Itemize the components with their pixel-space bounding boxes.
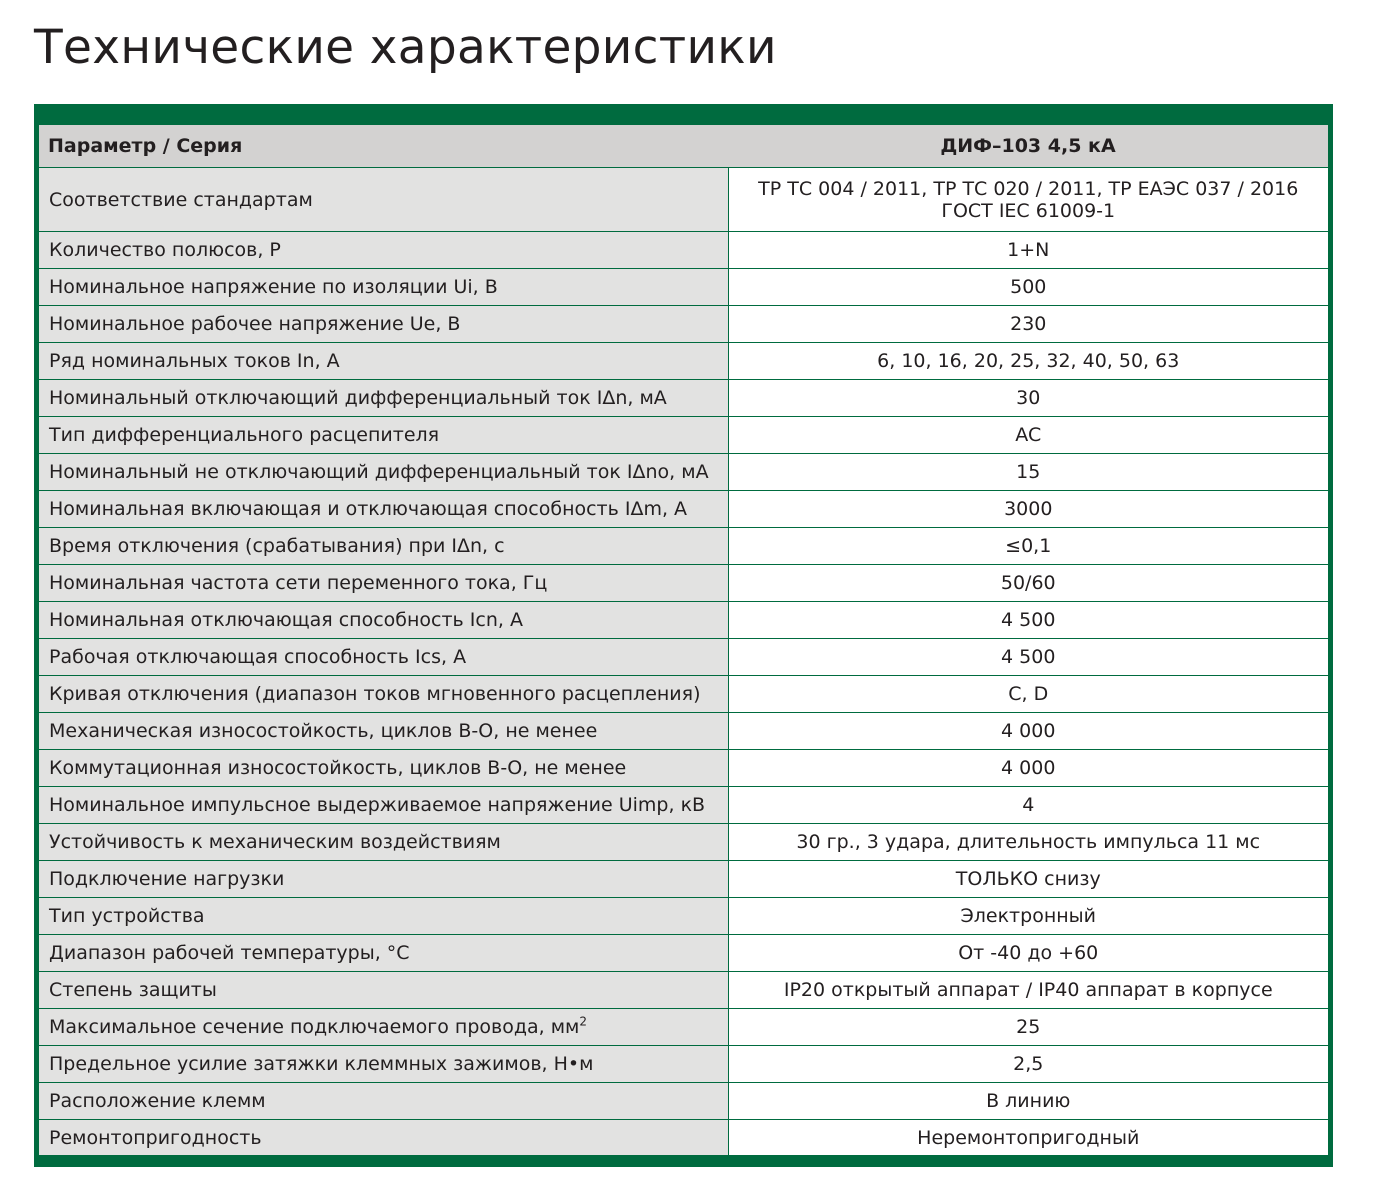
param-label: Номинальная частота сети переменного тока, Гц [39, 565, 728, 602]
table-row [39, 1120, 1328, 1156]
param-label: Номинальное рабочее напряжение Ue, В [39, 306, 728, 343]
param-value [728, 168, 1328, 232]
param-label: Количество полюсов, Р [39, 232, 728, 269]
table-row-standards [39, 168, 1328, 232]
param-value: ТОЛЬКО снизу [728, 861, 1328, 898]
param-label: Механическая износостойкость, циклов В-О, не менее [39, 713, 728, 750]
param-label: Ремонтопригодность [39, 1120, 728, 1156]
table-row [39, 602, 1328, 639]
table-row [39, 1046, 1328, 1083]
table-row [39, 343, 1328, 380]
param-label: Номинальный не отключающий дифференциальный ток IΔno, мА [39, 454, 728, 491]
param-value: 230 [728, 306, 1328, 343]
param-label: Диапазон рабочей температуры, °С [39, 935, 728, 972]
param-label [39, 1009, 728, 1046]
table-row [39, 750, 1328, 787]
wire-label-text: Максимальное сечение подключаемого провода, мм [49, 1016, 580, 1038]
table-row [39, 528, 1328, 565]
param-value: 30 [728, 380, 1328, 417]
table-row [39, 565, 1328, 602]
param-label: Степень защиты [39, 972, 728, 1009]
param-label: Подключение нагрузки [39, 861, 728, 898]
param-value: IP20 открытый аппарат / IP40 аппарат в корпусе [728, 972, 1328, 1009]
param-value: От -40 до +60 [728, 935, 1328, 972]
param-value: 4 000 [728, 750, 1328, 787]
param-label: Номинальное напряжение по изоляции Ui, В [39, 269, 728, 306]
param-label: Номинальный отключающий дифференциальный ток IΔn, мА [39, 380, 728, 417]
param-value: 50/60 [728, 565, 1328, 602]
param-label: Номинальная отключающая способность Icn, А [39, 602, 728, 639]
param-label: Предельное усилие затяжки клеммных зажимов, Н•м [39, 1046, 728, 1083]
table-row [39, 713, 1328, 750]
param-label: Коммутационная износостойкость, циклов В-О, не менее [39, 750, 728, 787]
table-row [39, 380, 1328, 417]
param-value: 25 [728, 1009, 1328, 1046]
table-row [39, 454, 1328, 491]
wire-label-sup: 2 [579, 1014, 588, 1029]
param-value: В линию [728, 1083, 1328, 1120]
param-label: Кривая отключения (диапазон токов мгновенного расцепления) [39, 676, 728, 713]
table-row [39, 824, 1328, 861]
param-label: Устойчивость к механическим воздействиям [39, 824, 728, 861]
standards-line-2: ГОСТ IEC 61009-1 [941, 199, 1116, 222]
table-row [39, 491, 1328, 528]
table-row [39, 898, 1328, 935]
param-label: Расположение клемм [39, 1083, 728, 1120]
param-value: 30 гр., 3 удара, длительность импульса 11 мс [728, 824, 1328, 861]
param-value: 4 500 [728, 639, 1328, 676]
param-value: 3000 [728, 491, 1328, 528]
param-value: C, D [728, 676, 1328, 713]
param-label: Тип устройства [39, 898, 728, 935]
param-label: Тип дифференциального расцепителя [39, 417, 728, 454]
table-row [39, 787, 1328, 824]
param-label: Номинальная включающая и отключающая способность IΔm, А [39, 491, 728, 528]
param-value: 6, 10, 16, 20, 25, 32, 40, 50, 63 [728, 343, 1328, 380]
table-row [39, 935, 1328, 972]
table-top-bar [34, 104, 1333, 125]
param-value: 4 000 [728, 713, 1328, 750]
param-value: 4 500 [728, 602, 1328, 639]
table-row [39, 306, 1328, 343]
param-label: Время отключения (срабатывания) при IΔn, с [39, 528, 728, 565]
header-param: Параметр / Серия [39, 125, 728, 168]
param-value: 15 [728, 454, 1328, 491]
table-row [39, 972, 1328, 1009]
specs-table-frame [34, 104, 1333, 1167]
table-row [39, 232, 1328, 269]
param-value: Неремонтопригодный [728, 1120, 1328, 1156]
param-value: 2,5 [728, 1046, 1328, 1083]
param-value: ≤0,1 [728, 528, 1328, 565]
table-row [39, 269, 1328, 306]
param-value: 500 [728, 269, 1328, 306]
param-value: AC [728, 417, 1328, 454]
header-series: ДИФ–103 4,5 кА [728, 125, 1328, 168]
param-value: Электронный [728, 898, 1328, 935]
param-label: Соответствие стандартам [39, 168, 728, 232]
table-row [39, 417, 1328, 454]
table-row-wire-section [39, 1009, 1328, 1046]
page-title: Технические характеристики [34, 20, 777, 75]
table-row [39, 1083, 1328, 1120]
table-row [39, 639, 1328, 676]
param-label: Ряд номинальных токов In, А [39, 343, 728, 380]
param-value: 1+N [728, 232, 1328, 269]
specs-table [39, 125, 1328, 1155]
param-label: Рабочая отключающая способность Ics, А [39, 639, 728, 676]
param-label: Номинальное импульсное выдерживаемое напряжение Uimp, кВ [39, 787, 728, 824]
param-value: 4 [728, 787, 1328, 824]
table-row [39, 861, 1328, 898]
table-header-row [39, 125, 1328, 168]
table-row [39, 676, 1328, 713]
standards-line-1: ТР ТС 004 / 2011, ТР ТС 020 / 2011, ТР ЕАЭС 037 / 2016 [758, 177, 1299, 200]
